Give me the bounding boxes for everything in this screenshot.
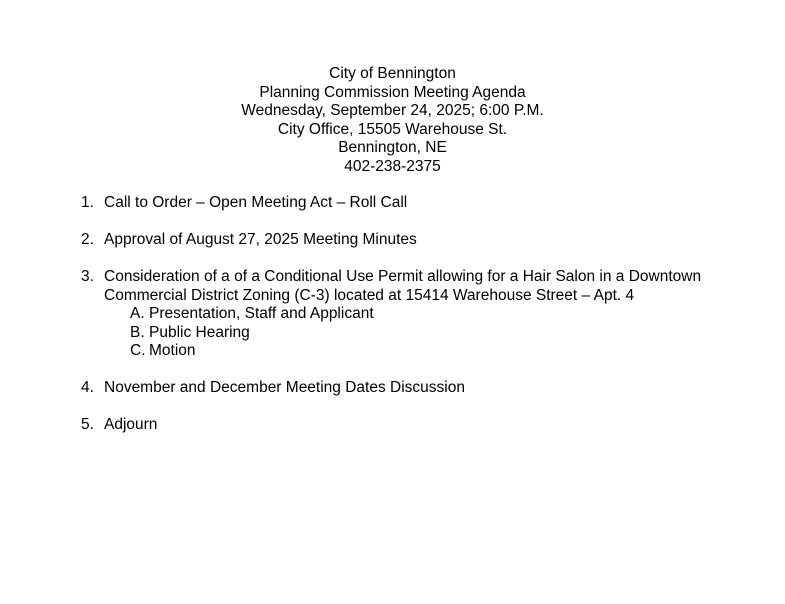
agenda-item-number: 3. bbox=[81, 268, 94, 285]
agenda-item-text: November and December Meeting Dates Discussion bbox=[104, 379, 465, 396]
agenda-item-3 bbox=[81, 268, 721, 361]
agenda-subitem-b bbox=[104, 324, 721, 343]
meeting-date-time: Wednesday, September 24, 2025; 6:00 P.M. bbox=[241, 102, 544, 119]
agenda-list bbox=[81, 194, 721, 453]
agenda-item-text: Approval of August 27, 2025 Meeting Minutes bbox=[104, 231, 417, 248]
agenda-item-number: 4. bbox=[81, 379, 94, 396]
agenda-item-2 bbox=[81, 231, 721, 250]
subitem-letter: C. bbox=[130, 342, 146, 359]
agenda-item-body bbox=[104, 268, 721, 361]
city-name: City of Bennington bbox=[329, 65, 456, 82]
agenda-item-text: Adjourn bbox=[104, 416, 158, 433]
agenda-item-number: 5. bbox=[81, 416, 94, 433]
agenda-item-5 bbox=[81, 416, 721, 435]
subitem-text: Motion bbox=[149, 342, 196, 359]
agenda-item-text: Consideration of a of a Conditional Use Permit allowing for a Hair Salon in a Downtown Commercial District Zoning (C-3) located at 15414 Warehouse Street – Apt. 4 bbox=[104, 268, 702, 304]
meeting-location: City Office, 15505 Warehouse St. bbox=[277, 120, 508, 138]
subitem-text: Public Hearing bbox=[149, 323, 250, 341]
agenda-subitem-a bbox=[104, 305, 721, 324]
agenda-item-4 bbox=[81, 379, 721, 398]
meeting-title: Planning Commission Meeting Agenda bbox=[259, 83, 526, 101]
phone-number: 402-238-2375 bbox=[344, 157, 441, 175]
subitem-letter: B. bbox=[130, 323, 145, 341]
agenda-item-text: Call to Order – Open Meeting Act – Roll Call bbox=[104, 194, 408, 211]
city-state: Bennington, NE bbox=[338, 139, 447, 156]
agenda-item-number: 1. bbox=[81, 194, 94, 211]
agenda-item-number: 2. bbox=[81, 231, 94, 248]
agenda-header bbox=[0, 65, 785, 176]
agenda-item-1 bbox=[81, 194, 721, 213]
subitem-text: Presentation, Staff and Applicant bbox=[149, 305, 374, 322]
agenda-subitem-list bbox=[104, 305, 721, 361]
subitem-letter: A. bbox=[130, 305, 145, 322]
agenda-subitem-c bbox=[104, 342, 721, 361]
